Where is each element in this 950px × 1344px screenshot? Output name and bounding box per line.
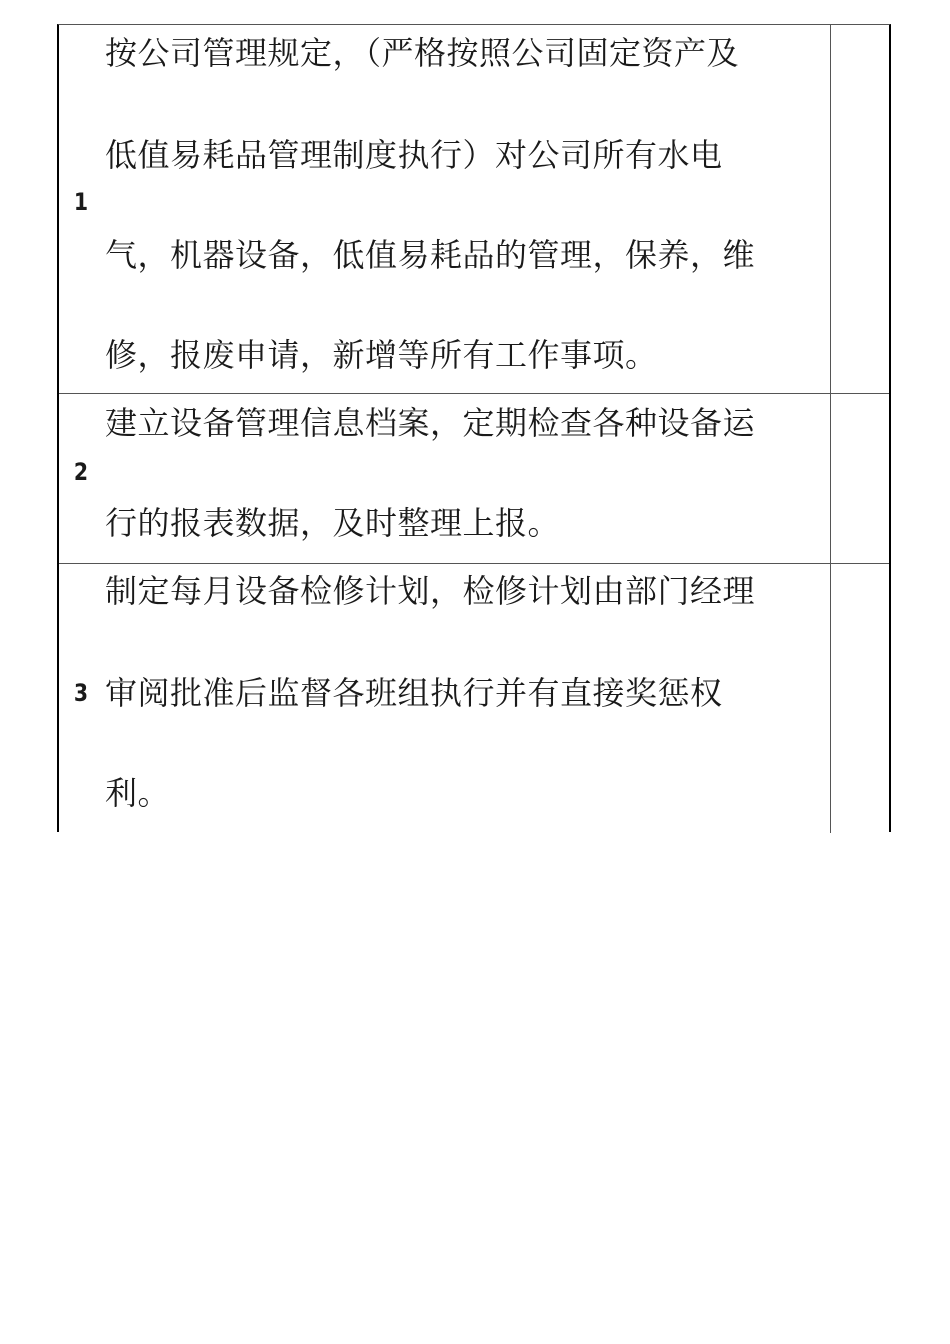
description-line: 修，报废申请，新增等所有工作事项。 — [105, 336, 658, 374]
description-line: 审阅批准后监督各班组执行并有直接奖惩权 — [105, 674, 723, 712]
description-line: 建立设备管理信息档案，定期检查各种设备运 — [105, 404, 756, 442]
row-number: 2 — [73, 458, 89, 486]
description-line: 低值易耗品管理制度执行）对公司所有水电 — [105, 136, 723, 174]
description-line: 行的报表数据，及时整理上报。 — [105, 504, 561, 542]
table-row — [59, 25, 889, 394]
duty-table — [57, 24, 891, 832]
table-row — [59, 564, 889, 833]
description-line: 按公司管理规定，（严格按照公司固定资产及 — [105, 34, 740, 72]
row-number: 3 — [73, 679, 89, 707]
row-number: 1 — [73, 188, 89, 216]
description-line: 气，机器设备，低值易耗品的管理，保养，维 — [105, 236, 756, 274]
description-line: 利。 — [105, 774, 171, 812]
table-row — [59, 394, 889, 564]
description-line: 制定每月设备检修计划，检修计划由部门经理 — [105, 572, 756, 610]
